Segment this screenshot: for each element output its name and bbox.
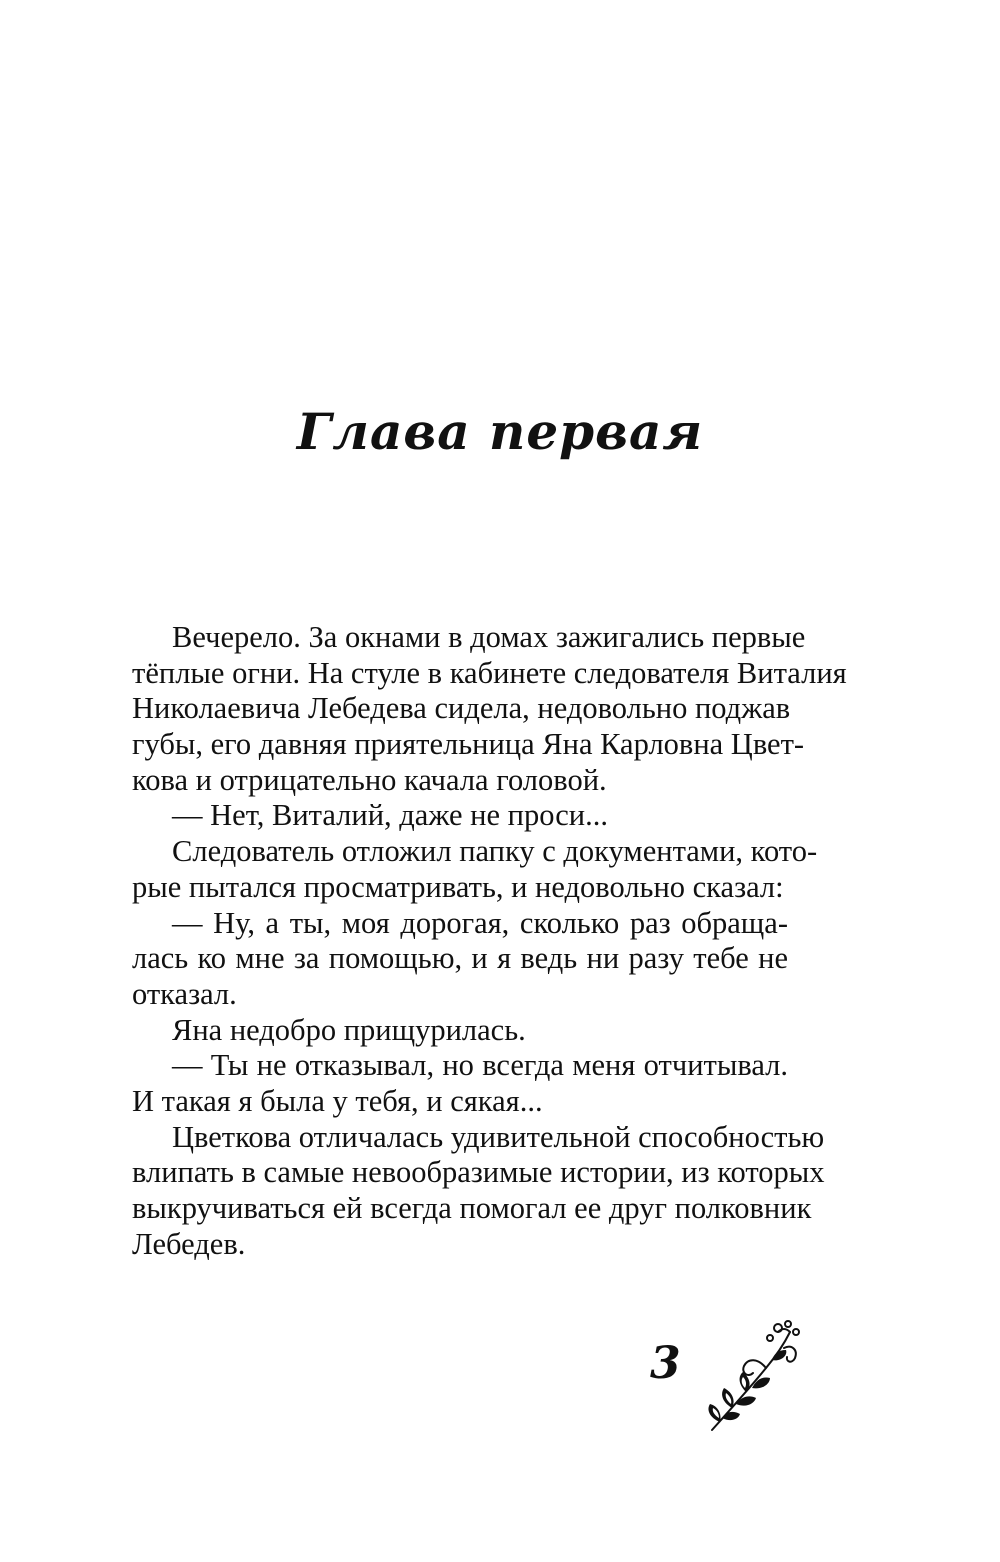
text-line: Николаевича Лебедева сидела, недовольно поджав: [132, 691, 791, 726]
body-text: [132, 620, 847, 1262]
text-line: лась ко мне за помощью, и я ведь ни разу тебе не: [132, 941, 788, 976]
text-line: выкручиваться ей всегда помогал ее друг полковник: [132, 1191, 812, 1225]
text-line: тёплые огни. На стуле в кабинете следователя Виталия: [132, 655, 847, 690]
floral-vine-ornament-icon: [700, 1318, 805, 1438]
text-line: Вечерело. За окнами в домах зажигались первые: [172, 620, 806, 654]
text-line: — Ну, а ты, моя дорогая, сколько раз обраща-: [172, 905, 788, 940]
text-line: — Ты не отказывал, но всегда меня отчитывал.: [172, 1048, 788, 1083]
text-line: Следователь отложил папку с документами, кото-: [172, 834, 818, 869]
text-line: губы, его давняя приятельница Яна Карловна Цвет-: [132, 727, 805, 762]
text-line: Цветкова отличалась удивительной способностью: [172, 1119, 825, 1154]
text-line: Яна недобро прищурилась.: [172, 1012, 526, 1047]
text-line: — Нет, Виталий, даже не проси...: [172, 798, 608, 833]
chapter-title: Глава первая: [296, 402, 704, 461]
text-line: кова и отрицательно качала головой.: [132, 762, 607, 797]
text-line: рые пытался просматривать, и недовольно сказал:: [132, 869, 784, 904]
page-number: 3: [650, 1338, 681, 1389]
text-line: И такая я была у тебя, и сякая...: [132, 1083, 543, 1118]
text-line: влипать в самые невообразимые истории, из которых: [132, 1155, 825, 1190]
text-line: отказал.: [132, 976, 237, 1011]
text-line: Лебедев.: [132, 1226, 246, 1261]
